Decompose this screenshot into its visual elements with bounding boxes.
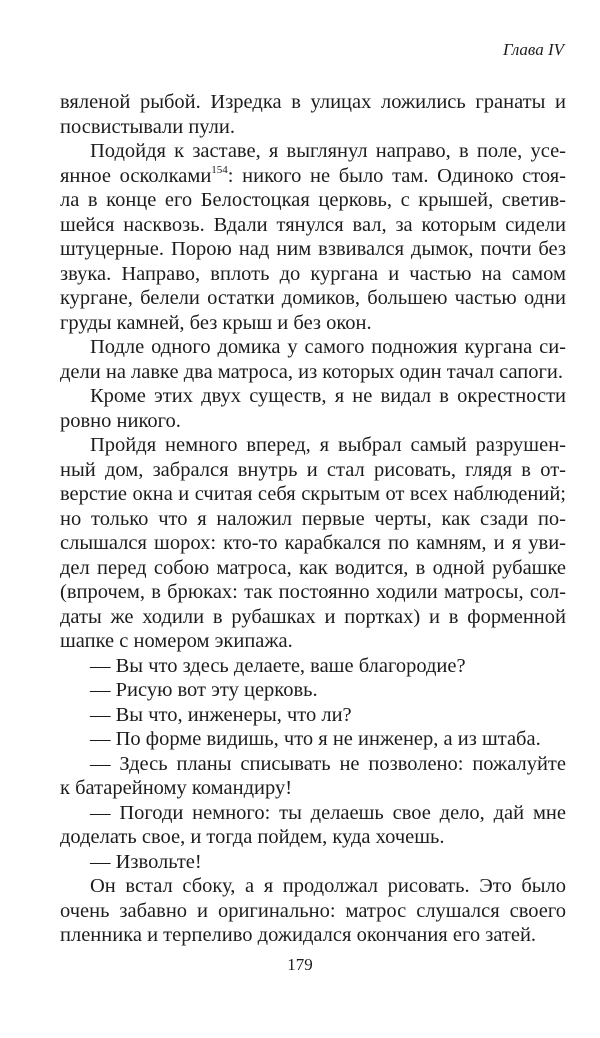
text-line: — Погоди немного: ты делаешь свое дело, дай мне	[90, 801, 566, 824]
text-line: слышался шорох: кто-то карабкался по камням, и я уви-	[60, 532, 566, 554]
text-line: вяленой рыбой. Изредка в улицах ложились гранаты и	[60, 91, 566, 113]
text-line: Кроме этих двух существ, я не видал в окрестности	[90, 385, 566, 407]
text-line: к батарейному командиру!	[60, 777, 293, 799]
body-text	[60, 90, 566, 948]
text-line: Подле одного домика у самого подножия кургана си-	[90, 336, 566, 358]
text-line: звука. Направо, вплоть до кургана и частью на самом	[60, 262, 566, 285]
text-line: — Вы что здесь делаете, ваше благородие?	[90, 654, 466, 677]
text-line: — Вы что, инженеры, что ли?	[90, 703, 352, 726]
text-line: пленника и терпеливо дожидался окончания его затей.	[60, 924, 537, 946]
text-line: — По форме видишь, что я не инженер, а из штаба.	[90, 728, 541, 750]
text-line: — Рисую вот эту церковь.	[90, 679, 318, 701]
text-line: — Здесь планы списывать не позволено: пожалуйте	[90, 752, 566, 775]
text-line: дели на лавке два матроса, из которых один тачал сапоги.	[60, 360, 564, 383]
text-line: доделать свое, и тогда пойдем, куда хочешь.	[60, 826, 445, 848]
text-segment: : никого не было там. Одиноко стоя-	[227, 164, 566, 187]
text-line: штуцерные. Порою над ним взвивался дымок, почти без	[60, 238, 566, 260]
text-line: но только что я наложил первые черты, как сзади по-	[60, 507, 566, 530]
text-line: — Извольте!	[90, 850, 202, 873]
text-line	[60, 164, 566, 189]
text-line: Подойдя к заставе, я выглянул направо, в поле, усе-	[90, 140, 566, 162]
page-number: 179	[287, 955, 313, 974]
text-segment: янное осколками	[60, 164, 212, 187]
text-line: верстие окна и считая себя скрытым от всех наблюдений;	[60, 483, 566, 505]
text-line: ла в конце его Белостоцкая церковь, с крышей, светив-	[60, 189, 566, 211]
text-line: груды камней, без крыш и без окон.	[60, 311, 372, 334]
text-line: (впрочем, в брюках: так постоянно ходили матросы, сол-	[60, 581, 566, 603]
text-line: дел перед собою матроса, как водится, в одной рубашке	[60, 556, 566, 579]
text-line: посвистывали пули.	[60, 115, 235, 138]
text-line: шейся насквозь. Вдали тянулся вал, за которым сидели	[60, 213, 566, 236]
text-line: кургане, белели остатки домиков, большею частью одни	[60, 287, 566, 309]
text-line: шапке с номером экипажа.	[60, 630, 293, 652]
text-line: очень забавно и оригинально: матрос слушался своего	[60, 899, 566, 922]
text-line: ный дом, забрался внутрь и стал рисовать, глядя в от-	[60, 458, 566, 481]
footnote-ref: 154	[211, 163, 228, 176]
text-line: ровно никого.	[60, 409, 181, 432]
text-line: Пройдя немного вперед, я выбрал самый разрушен-	[90, 434, 566, 456]
text-line: Он встал сбоку, а я продолжал рисовать. Это было	[90, 875, 566, 897]
text-line: даты же ходили в рубашках и портках) и в форменной	[60, 605, 566, 628]
running-header: Глава IV	[503, 40, 564, 59]
